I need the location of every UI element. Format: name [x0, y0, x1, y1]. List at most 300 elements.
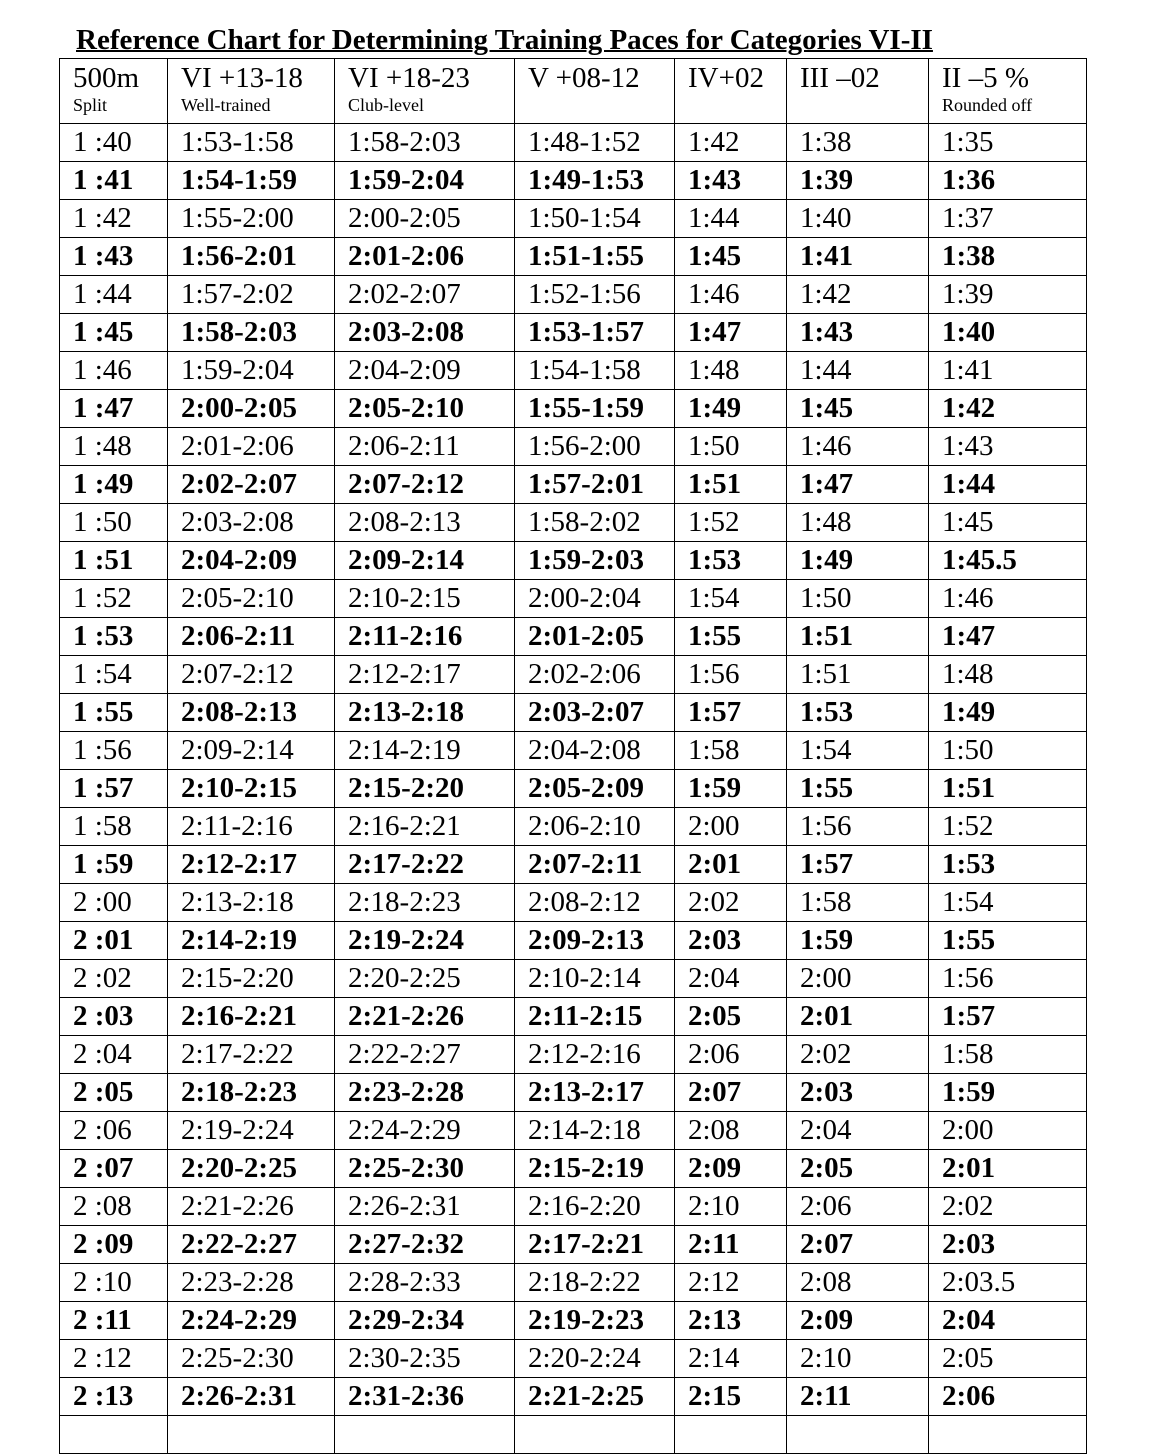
- cell-vi-18-23: 2:01-2:06: [335, 238, 515, 276]
- cell-split: 2 :11: [60, 1302, 168, 1340]
- cell-vi-18-23: 2:11-2:16: [335, 618, 515, 656]
- header-label: II –5 %: [942, 62, 1029, 94]
- table-row: [60, 998, 1087, 1036]
- cell-ii-5pct: 1:55: [929, 922, 1087, 960]
- table-row: [60, 352, 1087, 390]
- header-label: V +08-12: [528, 62, 640, 94]
- cell-iii-02: 2:11: [787, 1378, 929, 1416]
- cell-v-08-12: 1:48-1:52: [515, 124, 675, 162]
- cell-iv-02: 1:54: [675, 580, 787, 618]
- cell-iv-02: 2:08: [675, 1112, 787, 1150]
- cell-iii-02: 2:09: [787, 1302, 929, 1340]
- cell-iv-02: 2:01: [675, 846, 787, 884]
- cell-vi-13-18: 2:19-2:24: [168, 1112, 335, 1150]
- cell-ii-5pct: 1:47: [929, 618, 1087, 656]
- cell-vi-13-18: 2:11-2:16: [168, 808, 335, 846]
- cell-iii-02: 1:56: [787, 808, 929, 846]
- cell-iii-02: 1:38: [787, 124, 929, 162]
- header-cell-iv-02: [675, 59, 787, 124]
- cell-v-08-12: 2:14-2:18: [515, 1112, 675, 1150]
- cell-split: 2 :00: [60, 884, 168, 922]
- cell-v-08-12: 2:11-2:15: [515, 998, 675, 1036]
- cell-vi-18-23: 2:04-2:09: [335, 352, 515, 390]
- table-row: [60, 770, 1087, 808]
- cell-ii-5pct: 1:58: [929, 1036, 1087, 1074]
- header-label: VI +18-23: [348, 62, 470, 94]
- cell-iv-02: 1:53: [675, 542, 787, 580]
- cell-ii-5pct: 2:01: [929, 1150, 1087, 1188]
- cell-vi-13-18: 2:24-2:29: [168, 1302, 335, 1340]
- cell-vi-13-18: 2:10-2:15: [168, 770, 335, 808]
- cell-v-08-12: 2:08-2:12: [515, 884, 675, 922]
- cell-ii-5pct: 1:54: [929, 884, 1087, 922]
- header-label: 500m: [73, 62, 140, 94]
- cell-vi-18-23: 2:29-2:34: [335, 1302, 515, 1340]
- cell-vi-18-23: 2:06-2:11: [335, 428, 515, 466]
- table-row: [60, 580, 1087, 618]
- cell-split: 1 :49: [60, 466, 168, 504]
- cell-split: 1 :55: [60, 694, 168, 732]
- cell-vi-13-18: 2:06-2:11: [168, 618, 335, 656]
- cell-vi-18-23: 2:17-2:22: [335, 846, 515, 884]
- cell-v-08-12: 2:18-2:22: [515, 1264, 675, 1302]
- cell-vi-13-18: 2:21-2:26: [168, 1188, 335, 1226]
- cell-v-08-12: [515, 1416, 675, 1454]
- cell-iii-02: 1:47: [787, 466, 929, 504]
- cell-vi-18-23: 2:21-2:26: [335, 998, 515, 1036]
- cell-ii-5pct: 1:53: [929, 846, 1087, 884]
- cell-iii-02: 1:41: [787, 238, 929, 276]
- table-row: [60, 1036, 1087, 1074]
- cell-v-08-12: 1:49-1:53: [515, 162, 675, 200]
- cell-vi-18-23: 2:07-2:12: [335, 466, 515, 504]
- cell-ii-5pct: 1:57: [929, 998, 1087, 1036]
- cell-iii-02: 1:55: [787, 770, 929, 808]
- cell-split: 1 :46: [60, 352, 168, 390]
- cell-v-08-12: 1:53-1:57: [515, 314, 675, 352]
- cell-iv-02: 2:04: [675, 960, 787, 998]
- cell-split: 1 :54: [60, 656, 168, 694]
- cell-v-08-12: 1:54-1:58: [515, 352, 675, 390]
- cell-split: 2 :05: [60, 1074, 168, 1112]
- cell-split: 2 :01: [60, 922, 168, 960]
- cell-ii-5pct: 1:51: [929, 770, 1087, 808]
- page-title: Reference Chart for Determining Training Paces for Categories VI-II: [76, 24, 933, 56]
- cell-vi-13-18: 2:16-2:21: [168, 998, 335, 1036]
- cell-vi-18-23: 2:30-2:35: [335, 1340, 515, 1378]
- cell-vi-18-23: 2:28-2:33: [335, 1264, 515, 1302]
- cell-vi-13-18: 2:03-2:08: [168, 504, 335, 542]
- cell-vi-13-18: 2:02-2:07: [168, 466, 335, 504]
- cell-v-08-12: 2:03-2:07: [515, 694, 675, 732]
- cell-v-08-12: 2:19-2:23: [515, 1302, 675, 1340]
- cell-iv-02: 2:13: [675, 1302, 787, 1340]
- cell-iii-02: 2:03: [787, 1074, 929, 1112]
- cell-ii-5pct: 1:43: [929, 428, 1087, 466]
- cell-v-08-12: 2:01-2:05: [515, 618, 675, 656]
- cell-v-08-12: 1:50-1:54: [515, 200, 675, 238]
- cell-vi-18-23: 1:58-2:03: [335, 124, 515, 162]
- table-row: [60, 846, 1087, 884]
- cell-ii-5pct: 1:45: [929, 504, 1087, 542]
- cell-iii-02: 1:51: [787, 618, 929, 656]
- table-row: [60, 1112, 1087, 1150]
- table-row: [60, 1074, 1087, 1112]
- cell-vi-13-18: [168, 1416, 335, 1454]
- cell-split: 2 :06: [60, 1112, 168, 1150]
- cell-v-08-12: 1:57-2:01: [515, 466, 675, 504]
- cell-vi-18-23: 2:25-2:30: [335, 1150, 515, 1188]
- cell-iv-02: 2:12: [675, 1264, 787, 1302]
- cell-ii-5pct: 1:46: [929, 580, 1087, 618]
- cell-ii-5pct: 1:41: [929, 352, 1087, 390]
- cell-ii-5pct: 2:05: [929, 1340, 1087, 1378]
- cell-split: 2 :04: [60, 1036, 168, 1074]
- cell-iv-02: 1:42: [675, 124, 787, 162]
- header-cell-iii-02: [787, 59, 929, 124]
- cell-split: 2 :10: [60, 1264, 168, 1302]
- table-row: [60, 656, 1087, 694]
- header-row: [60, 59, 1087, 124]
- pace-table-body: [60, 59, 1087, 1454]
- header-label: VI +13-18: [181, 62, 303, 94]
- cell-iv-02: 1:43: [675, 162, 787, 200]
- cell-vi-13-18: 2:00-2:05: [168, 390, 335, 428]
- cell-iv-02: 1:58: [675, 732, 787, 770]
- cell-ii-5pct: 1:48: [929, 656, 1087, 694]
- cell-vi-18-23: 2:10-2:15: [335, 580, 515, 618]
- table-row: [60, 694, 1087, 732]
- cell-iv-02: 2:00: [675, 808, 787, 846]
- cell-split: 2 :03: [60, 998, 168, 1036]
- cell-vi-18-23: 2:16-2:21: [335, 808, 515, 846]
- cell-iv-02: 2:10: [675, 1188, 787, 1226]
- cell-iii-02: 2:02: [787, 1036, 929, 1074]
- cell-vi-13-18: 1:57-2:02: [168, 276, 335, 314]
- cell-vi-13-18: 2:18-2:23: [168, 1074, 335, 1112]
- cell-split: 1 :44: [60, 276, 168, 314]
- table-row: [60, 542, 1087, 580]
- cell-iii-02: 1:45: [787, 390, 929, 428]
- cell-iv-02: 1:51: [675, 466, 787, 504]
- cell-vi-18-23: 2:22-2:27: [335, 1036, 515, 1074]
- cell-iv-02: 2:14: [675, 1340, 787, 1378]
- table-row: [60, 1150, 1087, 1188]
- table-row: [60, 276, 1087, 314]
- cell-iv-02: 2:15: [675, 1378, 787, 1416]
- cell-vi-13-18: 1:55-2:00: [168, 200, 335, 238]
- cell-iii-02: 2:01: [787, 998, 929, 1036]
- cell-iii-02: 1:57: [787, 846, 929, 884]
- cell-vi-18-23: 2:08-2:13: [335, 504, 515, 542]
- cell-split: 1 :59: [60, 846, 168, 884]
- cell-v-08-12: 2:13-2:17: [515, 1074, 675, 1112]
- cell-ii-5pct: 1:37: [929, 200, 1087, 238]
- table-row: [60, 428, 1087, 466]
- cell-split: 1 :57: [60, 770, 168, 808]
- cell-split: 1 :52: [60, 580, 168, 618]
- cell-iv-02: 1:50: [675, 428, 787, 466]
- cell-split: 2 :08: [60, 1188, 168, 1226]
- header-cell-split: [60, 59, 168, 124]
- cell-v-08-12: 1:59-2:03: [515, 542, 675, 580]
- cell-iii-02: 1:54: [787, 732, 929, 770]
- cell-split: 2 :07: [60, 1150, 168, 1188]
- cell-iii-02: 2:07: [787, 1226, 929, 1264]
- cell-vi-13-18: 2:20-2:25: [168, 1150, 335, 1188]
- table-row: [60, 618, 1087, 656]
- table-row: [60, 884, 1087, 922]
- cell-v-08-12: 1:56-2:00: [515, 428, 675, 466]
- cell-vi-18-23: 2:13-2:18: [335, 694, 515, 732]
- cell-ii-5pct: 2:04: [929, 1302, 1087, 1340]
- table-row: [60, 200, 1087, 238]
- cell-vi-18-23: 2:03-2:08: [335, 314, 515, 352]
- cell-ii-5pct: 2:02: [929, 1188, 1087, 1226]
- table-row: [60, 162, 1087, 200]
- cell-split: 2 :12: [60, 1340, 168, 1378]
- table-row: [60, 390, 1087, 428]
- cell-vi-18-23: 2:02-2:07: [335, 276, 515, 314]
- cell-iii-02: 2:08: [787, 1264, 929, 1302]
- cell-iii-02: 1:40: [787, 200, 929, 238]
- table-row: [60, 504, 1087, 542]
- cell-ii-5pct: 1:39: [929, 276, 1087, 314]
- cell-split: 2 :02: [60, 960, 168, 998]
- cell-iv-02: 1:49: [675, 390, 787, 428]
- cell-split: 1 :51: [60, 542, 168, 580]
- cell-vi-13-18: 2:12-2:17: [168, 846, 335, 884]
- cell-v-08-12: 1:58-2:02: [515, 504, 675, 542]
- cell-ii-5pct: 1:50: [929, 732, 1087, 770]
- cell-ii-5pct: 1:52: [929, 808, 1087, 846]
- cell-iii-02: 2:00: [787, 960, 929, 998]
- cell-vi-13-18: 2:09-2:14: [168, 732, 335, 770]
- cell-vi-13-18: 1:59-2:04: [168, 352, 335, 390]
- cell-iv-02: 1:45: [675, 238, 787, 276]
- header-label: IV+02: [688, 62, 764, 94]
- cell-split: 1 :48: [60, 428, 168, 466]
- cell-vi-13-18: 2:26-2:31: [168, 1378, 335, 1416]
- cell-v-08-12: 1:51-1:55: [515, 238, 675, 276]
- table-row: [60, 314, 1087, 352]
- cell-v-08-12: 2:04-2:08: [515, 732, 675, 770]
- cell-ii-5pct: 1:44: [929, 466, 1087, 504]
- cell-ii-5pct: 1:45.5: [929, 542, 1087, 580]
- cell-split: 1 :58: [60, 808, 168, 846]
- cell-iii-02: 2:10: [787, 1340, 929, 1378]
- cell-v-08-12: 2:16-2:20: [515, 1188, 675, 1226]
- cell-iii-02: 1:39: [787, 162, 929, 200]
- cell-iv-02: 2:02: [675, 884, 787, 922]
- cell-iii-02: 2:05: [787, 1150, 929, 1188]
- cell-vi-18-23: 2:12-2:17: [335, 656, 515, 694]
- cell-split: 1 :43: [60, 238, 168, 276]
- cell-vi-13-18: 1:53-1:58: [168, 124, 335, 162]
- cell-iii-02: 1:50: [787, 580, 929, 618]
- cell-vi-13-18: 1:56-2:01: [168, 238, 335, 276]
- cell-v-08-12: 2:15-2:19: [515, 1150, 675, 1188]
- header-cell-v-08-12: [515, 59, 675, 124]
- cell-v-08-12: 2:02-2:06: [515, 656, 675, 694]
- cell-vi-18-23: 2:24-2:29: [335, 1112, 515, 1150]
- cell-vi-13-18: 2:15-2:20: [168, 960, 335, 998]
- cell-vi-18-23: 2:05-2:10: [335, 390, 515, 428]
- header-cell-vi-18-23: [335, 59, 515, 124]
- cell-split: 1 :56: [60, 732, 168, 770]
- cell-vi-18-23: 2:09-2:14: [335, 542, 515, 580]
- table-row: [60, 960, 1087, 998]
- cell-vi-13-18: 1:58-2:03: [168, 314, 335, 352]
- cell-iii-02: 1:58: [787, 884, 929, 922]
- cell-v-08-12: 2:06-2:10: [515, 808, 675, 846]
- cell-split: 1 :50: [60, 504, 168, 542]
- cell-v-08-12: 2:12-2:16: [515, 1036, 675, 1074]
- table-row: [60, 1302, 1087, 1340]
- cell-ii-5pct: 1:42: [929, 390, 1087, 428]
- cell-iii-02: 1:44: [787, 352, 929, 390]
- table-row: [60, 922, 1087, 960]
- table-row: [60, 1264, 1087, 1302]
- cell-vi-18-23: [335, 1416, 515, 1454]
- cell-ii-5pct: 2:03.5: [929, 1264, 1087, 1302]
- table-row: [60, 466, 1087, 504]
- header-cell-ii-5pct: [929, 59, 1087, 124]
- cell-split: 1 :45: [60, 314, 168, 352]
- cell-iv-02: 1:48: [675, 352, 787, 390]
- cell-split: 1 :40: [60, 124, 168, 162]
- cell-iii-02: 2:06: [787, 1188, 929, 1226]
- table-row: [60, 124, 1087, 162]
- cell-ii-5pct: 1:36: [929, 162, 1087, 200]
- cell-iii-02: 1:51: [787, 656, 929, 694]
- cell-iv-02: 2:03: [675, 922, 787, 960]
- cell-vi-13-18: 2:08-2:13: [168, 694, 335, 732]
- table-row: [60, 1340, 1087, 1378]
- cell-split: 2 :13: [60, 1378, 168, 1416]
- cell-iv-02: 1:47: [675, 314, 787, 352]
- cell-iv-02: 2:05: [675, 998, 787, 1036]
- cell-iii-02: 1:42: [787, 276, 929, 314]
- cell-iv-02: 2:06: [675, 1036, 787, 1074]
- cell-ii-5pct: 1:56: [929, 960, 1087, 998]
- cell-ii-5pct: 1:49: [929, 694, 1087, 732]
- table-row: [60, 238, 1087, 276]
- header-sublabel: Well-trained: [181, 95, 271, 115]
- cell-split: 2 :09: [60, 1226, 168, 1264]
- cell-iv-02: 1:46: [675, 276, 787, 314]
- cell-iv-02: 2:11: [675, 1226, 787, 1264]
- cell-split: 1 :42: [60, 200, 168, 238]
- cell-iii-02: 1:59: [787, 922, 929, 960]
- cell-ii-5pct: 1:59: [929, 1074, 1087, 1112]
- pace-table: [59, 58, 1087, 1454]
- cell-iv-02: 1:44: [675, 200, 787, 238]
- cell-vi-18-23: 2:15-2:20: [335, 770, 515, 808]
- table-row: [60, 732, 1087, 770]
- cell-vi-13-18: 2:17-2:22: [168, 1036, 335, 1074]
- cell-ii-5pct: 1:40: [929, 314, 1087, 352]
- cell-v-08-12: 2:00-2:04: [515, 580, 675, 618]
- cell-vi-18-23: 2:26-2:31: [335, 1188, 515, 1226]
- header-sublabel: Split: [73, 95, 108, 115]
- cell-iv-02: 2:09: [675, 1150, 787, 1188]
- header-sublabel: Rounded off: [942, 95, 1033, 115]
- cell-iv-02: 1:52: [675, 504, 787, 542]
- cell-vi-13-18: 2:13-2:18: [168, 884, 335, 922]
- cell-v-08-12: 2:10-2:14: [515, 960, 675, 998]
- cell-v-08-12: 2:21-2:25: [515, 1378, 675, 1416]
- cell-iii-02: 2:04: [787, 1112, 929, 1150]
- cell-v-08-12: 1:52-1:56: [515, 276, 675, 314]
- cell-vi-13-18: 2:04-2:09: [168, 542, 335, 580]
- cell-iv-02: 1:55: [675, 618, 787, 656]
- cell-iv-02: 2:07: [675, 1074, 787, 1112]
- cell-ii-5pct: [929, 1416, 1087, 1454]
- cell-v-08-12: 2:09-2:13: [515, 922, 675, 960]
- cell-vi-18-23: 2:27-2:32: [335, 1226, 515, 1264]
- cell-v-08-12: 2:07-2:11: [515, 846, 675, 884]
- cell-iii-02: 1:43: [787, 314, 929, 352]
- cell-vi-13-18: 2:14-2:19: [168, 922, 335, 960]
- cell-iv-02: 1:56: [675, 656, 787, 694]
- cell-split: 1 :47: [60, 390, 168, 428]
- cell-vi-13-18: 2:22-2:27: [168, 1226, 335, 1264]
- table-row: [60, 1226, 1087, 1264]
- header-cell-vi-13-18: [168, 59, 335, 124]
- cell-iii-02: 1:49: [787, 542, 929, 580]
- cell-iv-02: [675, 1416, 787, 1454]
- cell-ii-5pct: 2:03: [929, 1226, 1087, 1264]
- cell-ii-5pct: 2:00: [929, 1112, 1087, 1150]
- cell-ii-5pct: 1:35: [929, 124, 1087, 162]
- cell-vi-18-23: 1:59-2:04: [335, 162, 515, 200]
- table-row: [60, 1416, 1087, 1454]
- cell-vi-13-18: 1:54-1:59: [168, 162, 335, 200]
- cell-split: [60, 1416, 168, 1454]
- cell-vi-18-23: 2:14-2:19: [335, 732, 515, 770]
- cell-v-08-12: 1:55-1:59: [515, 390, 675, 428]
- cell-iii-02: 1:48: [787, 504, 929, 542]
- cell-iii-02: 1:53: [787, 694, 929, 732]
- cell-vi-18-23: 2:20-2:25: [335, 960, 515, 998]
- cell-split: 1 :53: [60, 618, 168, 656]
- header-label: III –02: [800, 62, 880, 94]
- cell-vi-13-18: 2:05-2:10: [168, 580, 335, 618]
- cell-split: 1 :41: [60, 162, 168, 200]
- table-row: [60, 1378, 1087, 1416]
- cell-vi-13-18: 2:23-2:28: [168, 1264, 335, 1302]
- cell-vi-18-23: 2:18-2:23: [335, 884, 515, 922]
- cell-vi-13-18: 2:07-2:12: [168, 656, 335, 694]
- cell-ii-5pct: 1:38: [929, 238, 1087, 276]
- table-row: [60, 808, 1087, 846]
- cell-iv-02: 1:59: [675, 770, 787, 808]
- cell-vi-13-18: 2:01-2:06: [168, 428, 335, 466]
- cell-iv-02: 1:57: [675, 694, 787, 732]
- cell-iii-02: [787, 1416, 929, 1454]
- cell-iii-02: 1:46: [787, 428, 929, 466]
- cell-vi-18-23: 2:31-2:36: [335, 1378, 515, 1416]
- table-row: [60, 1188, 1087, 1226]
- header-sublabel: Club-level: [348, 95, 424, 115]
- cell-v-08-12: 2:20-2:24: [515, 1340, 675, 1378]
- cell-v-08-12: 2:17-2:21: [515, 1226, 675, 1264]
- cell-vi-18-23: 2:23-2:28: [335, 1074, 515, 1112]
- cell-v-08-12: 2:05-2:09: [515, 770, 675, 808]
- cell-vi-18-23: 2:00-2:05: [335, 200, 515, 238]
- cell-vi-13-18: 2:25-2:30: [168, 1340, 335, 1378]
